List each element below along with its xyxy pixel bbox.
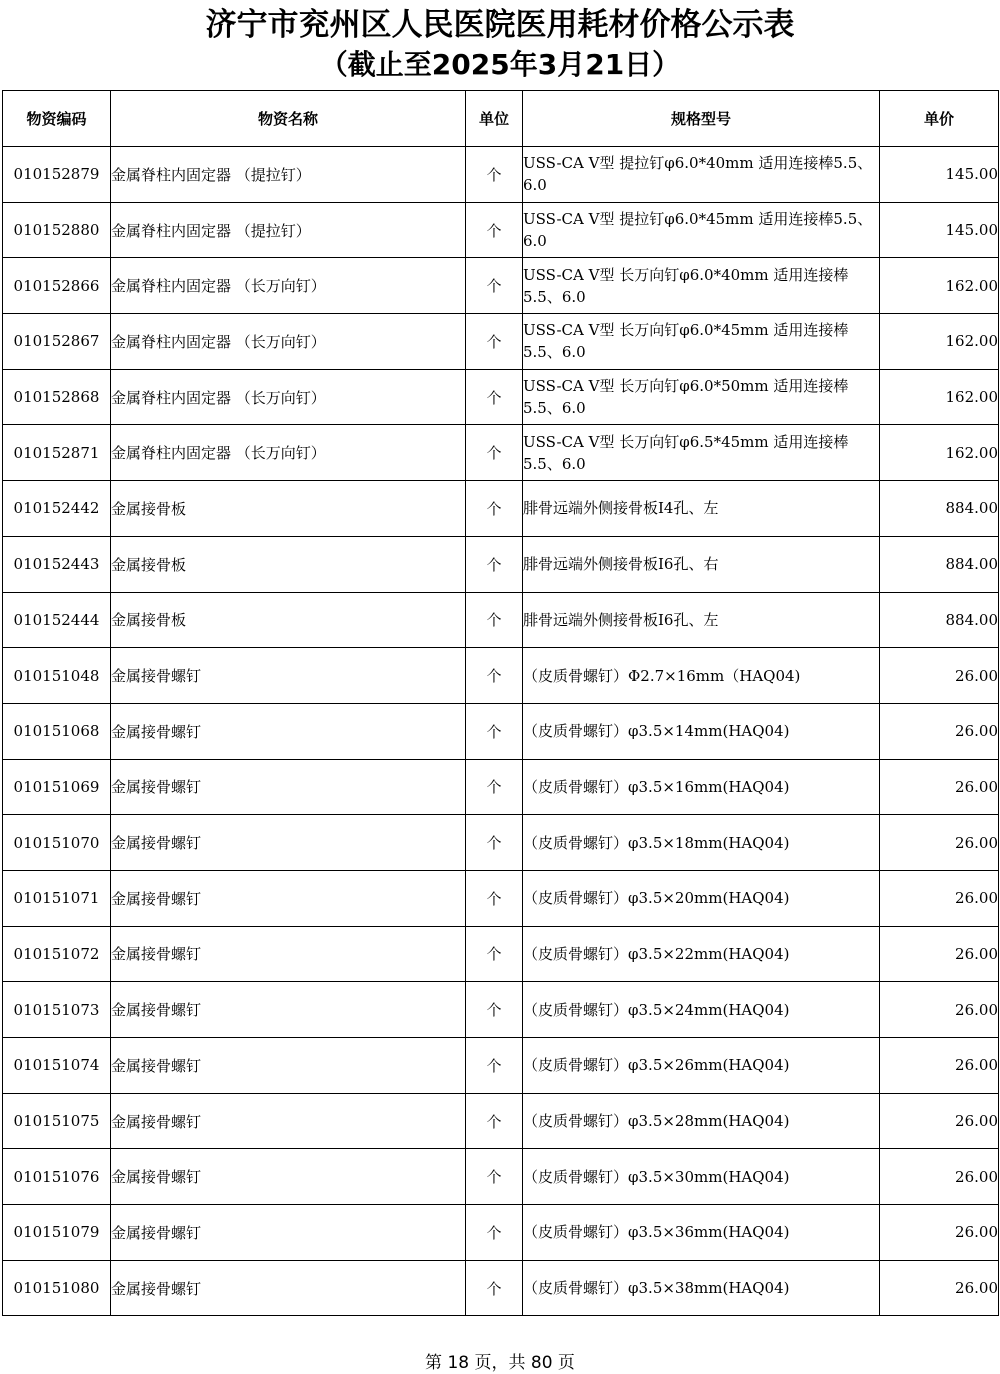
price-table <box>2 90 999 1316</box>
cell-unit: 个 <box>466 1149 523 1205</box>
cell-name: 金属脊柱内固定器 （长万向钉） <box>111 314 466 370</box>
table-row <box>3 759 999 815</box>
cell-price: 26.00 <box>880 1038 999 1094</box>
cell-spec: （皮质骨螺钉）φ3.5×28mm(HAQ04) <box>523 1093 880 1149</box>
cell-spec: （皮质骨螺钉）Φ2.7×16mm（HAQ04) <box>523 648 880 704</box>
cell-code: 010151072 <box>3 926 111 982</box>
cell-unit: 个 <box>466 147 523 203</box>
cell-code: 010151048 <box>3 648 111 704</box>
cell-code: 010152444 <box>3 592 111 648</box>
cell-code: 010152871 <box>3 425 111 481</box>
cell-spec: （皮质骨螺钉）φ3.5×38mm(HAQ04) <box>523 1260 880 1316</box>
cell-name: 金属脊柱内固定器 （提拉钉） <box>111 202 466 258</box>
cell-name: 金属接骨螺钉 <box>111 1205 466 1261</box>
cell-spec: USS-CA V型 长万向钉φ6.0*40mm 适用连接棒5.5、6.0 <box>523 258 880 314</box>
cell-price: 145.00 <box>880 147 999 203</box>
cell-code: 010151073 <box>3 982 111 1038</box>
cell-spec: 腓骨远端外侧接骨板Ⅰ6孔、右 <box>523 536 880 592</box>
cell-price: 884.00 <box>880 481 999 537</box>
cell-name: 金属接骨螺钉 <box>111 703 466 759</box>
header-name: 物资名称 <box>111 91 466 147</box>
cell-unit: 个 <box>466 425 523 481</box>
cell-spec: （皮质骨螺钉）φ3.5×16mm(HAQ04) <box>523 759 880 815</box>
cell-spec: （皮质骨螺钉）φ3.5×36mm(HAQ04) <box>523 1205 880 1261</box>
table-row <box>3 648 999 704</box>
document-subtitle-date: （截止至2025年3月21日） <box>319 48 681 81</box>
cell-code: 010151074 <box>3 1038 111 1094</box>
table-row <box>3 592 999 648</box>
page-number: 第 18 页，共 80 页 <box>425 1353 575 1373</box>
cell-unit: 个 <box>466 1260 523 1316</box>
cell-name: 金属接骨螺钉 <box>111 1038 466 1094</box>
table-row <box>3 481 999 537</box>
cell-name: 金属脊柱内固定器 （长万向钉） <box>111 425 466 481</box>
cell-name: 金属接骨螺钉 <box>111 1093 466 1149</box>
cell-price: 26.00 <box>880 759 999 815</box>
cell-name: 金属接骨螺钉 <box>111 1260 466 1316</box>
cell-price: 26.00 <box>880 926 999 982</box>
cell-name: 金属脊柱内固定器 （长万向钉） <box>111 369 466 425</box>
cell-price: 26.00 <box>880 815 999 871</box>
cell-spec: 腓骨远端外侧接骨板Ⅰ6孔、左 <box>523 592 880 648</box>
cell-code: 010151079 <box>3 1205 111 1261</box>
table-row <box>3 536 999 592</box>
cell-price: 162.00 <box>880 258 999 314</box>
cell-name: 金属脊柱内固定器 （提拉钉） <box>111 147 466 203</box>
table-row <box>3 1149 999 1205</box>
cell-code: 010151071 <box>3 870 111 926</box>
cell-unit: 个 <box>466 982 523 1038</box>
cell-name: 金属接骨板 <box>111 481 466 537</box>
cell-unit: 个 <box>466 703 523 759</box>
table-row <box>3 815 999 871</box>
cell-code: 010151076 <box>3 1149 111 1205</box>
cell-code: 010151069 <box>3 759 111 815</box>
cell-unit: 个 <box>466 592 523 648</box>
header-code: 物资编码 <box>3 91 111 147</box>
cell-spec: （皮质骨螺钉）φ3.5×20mm(HAQ04) <box>523 870 880 926</box>
table-row <box>3 1038 999 1094</box>
cell-price: 26.00 <box>880 870 999 926</box>
cell-unit: 个 <box>466 648 523 704</box>
cell-name: 金属接骨螺钉 <box>111 870 466 926</box>
table-row <box>3 369 999 425</box>
cell-price: 884.00 <box>880 536 999 592</box>
cell-unit: 个 <box>466 870 523 926</box>
cell-unit: 个 <box>466 926 523 982</box>
cell-unit: 个 <box>466 536 523 592</box>
table-row <box>3 147 999 203</box>
cell-name: 金属接骨螺钉 <box>111 982 466 1038</box>
table-header-row <box>3 91 999 147</box>
table-row <box>3 982 999 1038</box>
cell-price: 26.00 <box>880 703 999 759</box>
cell-unit: 个 <box>466 1093 523 1149</box>
header-spec: 规格型号 <box>523 91 880 147</box>
cell-name: 金属接骨板 <box>111 592 466 648</box>
cell-code: 010152867 <box>3 314 111 370</box>
cell-name: 金属接骨螺钉 <box>111 648 466 704</box>
table-row <box>3 202 999 258</box>
cell-spec: （皮质骨螺钉）φ3.5×18mm(HAQ04) <box>523 815 880 871</box>
cell-price: 162.00 <box>880 314 999 370</box>
cell-spec: （皮质骨螺钉）φ3.5×30mm(HAQ04) <box>523 1149 880 1205</box>
cell-price: 26.00 <box>880 648 999 704</box>
cell-code: 010152868 <box>3 369 111 425</box>
header-price: 单价 <box>880 91 999 147</box>
cell-name: 金属接骨螺钉 <box>111 815 466 871</box>
cell-spec: USS-CA V型 提拉钉φ6.0*45mm 适用连接棒5.5、6.0 <box>523 202 880 258</box>
table-row <box>3 1093 999 1149</box>
table-row <box>3 870 999 926</box>
cell-price: 26.00 <box>880 1205 999 1261</box>
cell-name: 金属接骨螺钉 <box>111 926 466 982</box>
cell-price: 162.00 <box>880 369 999 425</box>
cell-code: 010152880 <box>3 202 111 258</box>
cell-spec: （皮质骨螺钉）φ3.5×14mm(HAQ04) <box>523 703 880 759</box>
table-row <box>3 314 999 370</box>
table-row <box>3 703 999 759</box>
cell-unit: 个 <box>466 258 523 314</box>
cell-spec: USS-CA V型 长万向钉φ6.0*50mm 适用连接棒5.5、6.0 <box>523 369 880 425</box>
cell-name: 金属脊柱内固定器 （长万向钉） <box>111 258 466 314</box>
cell-spec: USS-CA V型 提拉钉φ6.0*40mm 适用连接棒5.5、6.0 <box>523 147 880 203</box>
cell-spec: （皮质骨螺钉）φ3.5×26mm(HAQ04) <box>523 1038 880 1094</box>
cell-unit: 个 <box>466 815 523 871</box>
table-row <box>3 425 999 481</box>
cell-code: 010152879 <box>3 147 111 203</box>
cell-code: 010151068 <box>3 703 111 759</box>
cell-spec: 腓骨远端外侧接骨板Ⅰ4孔、左 <box>523 481 880 537</box>
cell-price: 26.00 <box>880 1260 999 1316</box>
cell-code: 010151075 <box>3 1093 111 1149</box>
cell-spec: USS-CA V型 长万向钉φ6.5*45mm 适用连接棒5.5、6.0 <box>523 425 880 481</box>
cell-code: 010152442 <box>3 481 111 537</box>
cell-name: 金属接骨螺钉 <box>111 1149 466 1205</box>
header-unit: 单位 <box>466 91 523 147</box>
cell-code: 010151080 <box>3 1260 111 1316</box>
table-row <box>3 1205 999 1261</box>
cell-name: 金属接骨螺钉 <box>111 759 466 815</box>
cell-code: 010152866 <box>3 258 111 314</box>
document-title: 济宁市兖州区人民医院医用耗材价格公示表 <box>205 7 795 43</box>
cell-unit: 个 <box>466 481 523 537</box>
cell-price: 26.00 <box>880 1149 999 1205</box>
table-row <box>3 926 999 982</box>
cell-price: 26.00 <box>880 1093 999 1149</box>
table-row <box>3 1260 999 1316</box>
cell-name: 金属接骨板 <box>111 536 466 592</box>
cell-spec: （皮质骨螺钉）φ3.5×22mm(HAQ04) <box>523 926 880 982</box>
cell-price: 26.00 <box>880 982 999 1038</box>
cell-unit: 个 <box>466 1038 523 1094</box>
cell-unit: 个 <box>466 369 523 425</box>
cell-unit: 个 <box>466 1205 523 1261</box>
cell-price: 162.00 <box>880 425 999 481</box>
table-body <box>3 147 999 1316</box>
cell-unit: 个 <box>466 202 523 258</box>
cell-code: 010152443 <box>3 536 111 592</box>
cell-price: 884.00 <box>880 592 999 648</box>
cell-price: 145.00 <box>880 202 999 258</box>
table-row <box>3 258 999 314</box>
cell-unit: 个 <box>466 314 523 370</box>
cell-spec: USS-CA V型 长万向钉φ6.0*45mm 适用连接棒5.5、6.0 <box>523 314 880 370</box>
cell-spec: （皮质骨螺钉）φ3.5×24mm(HAQ04) <box>523 982 880 1038</box>
cell-code: 010151070 <box>3 815 111 871</box>
cell-unit: 个 <box>466 759 523 815</box>
